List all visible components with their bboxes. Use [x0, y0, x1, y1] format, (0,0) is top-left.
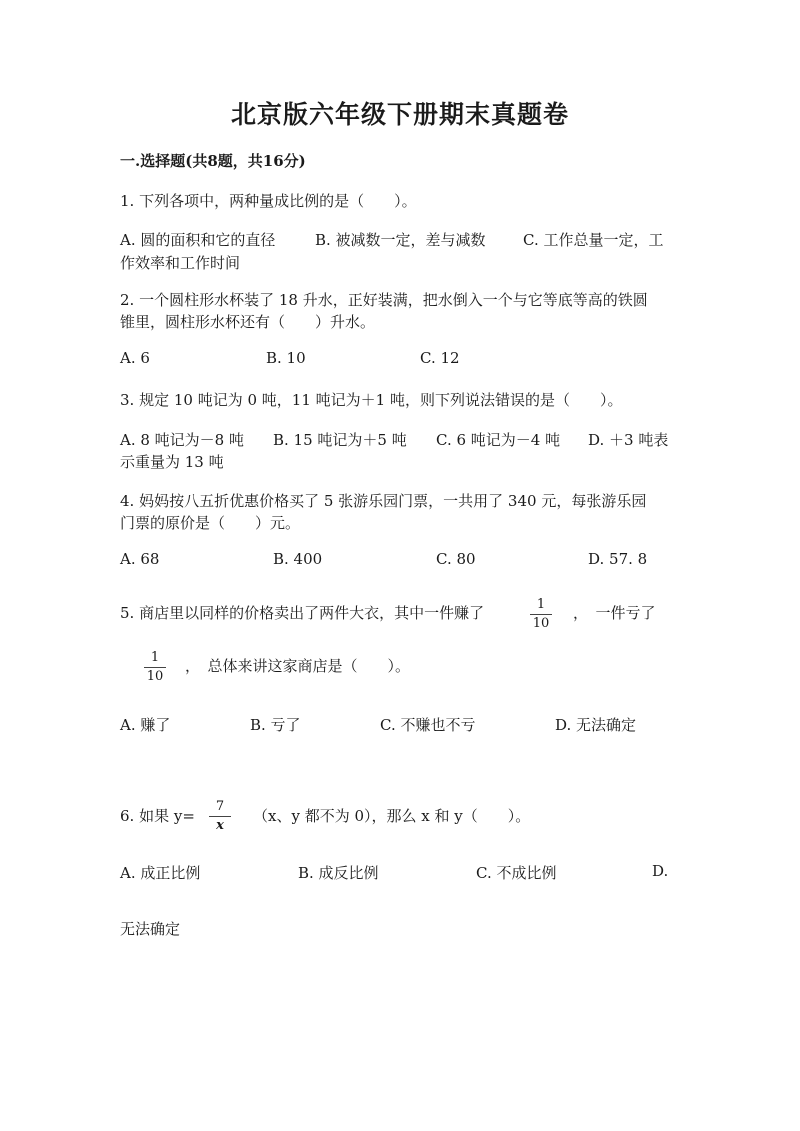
question-4-option-b: B. 400: [273, 550, 323, 568]
question-6-stem-part2: （x、y 都不为 0），那么 x 和 y（ ）。: [253, 807, 531, 825]
question-3-stem: 3. 规定 10 吨记为 0 吨，11 吨记为＋1 吨，则下列说法错误的是（ ）。: [120, 391, 623, 409]
fraction-bar: [144, 667, 166, 668]
question-5-option-d: D. 无法确定: [555, 716, 637, 734]
question-5-fraction-2: [141, 651, 169, 684]
question-6-fraction: [206, 800, 234, 833]
fraction-bar: [530, 614, 552, 615]
question-1-option-c: C. 工作总量一定，工: [523, 231, 664, 249]
question-1-stem: 1. 下列各项中，两种量成比例的是（ ）。: [120, 192, 417, 210]
question-2-option-a: A. 6: [120, 349, 150, 367]
fraction-bar: [209, 816, 231, 817]
question-6-stem-part1: 6. 如果 y=: [120, 807, 195, 825]
question-4-option-d: D. 57. 8: [588, 550, 648, 568]
fraction-denominator: 10: [146, 669, 164, 684]
question-6-option-a: A. 成正比例: [120, 864, 201, 882]
question-1-option-a: A. 圆的面积和它的直径: [120, 231, 276, 249]
question-2-stem-line1: 2. 一个圆柱形水杯装了 18 升水，正好装满，把水倒入一个与它等底等高的铁圆: [120, 291, 648, 309]
section-heading: 一.选择题(共8题，共16分): [120, 152, 306, 170]
question-6-option-d: D.: [652, 862, 669, 880]
question-5-option-a: A. 赚了: [120, 716, 171, 734]
question-5-fraction-1: [527, 598, 555, 631]
question-3-option-c: C. 6 吨记为－4 吨: [436, 431, 561, 449]
question-3-option-b: B. 15 吨记为＋5 吨: [273, 431, 407, 449]
question-5-option-b: B. 亏了: [250, 716, 301, 734]
fraction-numerator: 7: [215, 799, 225, 814]
question-2-option-c: C. 12: [420, 349, 460, 367]
question-2-option-b: B. 10: [266, 349, 306, 367]
question-1-option-wrap: 作效率和工作时间: [120, 254, 241, 272]
fraction-denominator: x: [216, 818, 224, 833]
question-3-option-d: D. ＋3 吨表: [588, 431, 669, 449]
question-5-stem-part3: ， 总体来讲这家商店是（ ）。: [185, 657, 411, 675]
question-4-stem-line2: 门票的原价是（ ）元。: [120, 514, 301, 532]
question-6-option-b: B. 成反比例: [298, 864, 379, 882]
fraction-denominator: 10: [532, 616, 550, 631]
page-title: 北京版六年级下册期末真题卷: [230, 100, 569, 129]
fraction-numerator: 1: [536, 597, 546, 612]
question-4-option-a: A. 68: [120, 550, 160, 568]
question-5-option-c: C. 不赚也不亏: [380, 716, 476, 734]
question-6-option-c: C. 不成比例: [476, 864, 557, 882]
question-3-option-wrap: 示重量为 13 吨: [120, 453, 224, 471]
question-4-option-c: C. 80: [436, 550, 476, 568]
question-5-stem-part1: 5. 商店里以同样的价格卖出了两件大衣，其中一件赚了: [120, 604, 485, 622]
question-4-stem-line1: 4. 妈妈按八五折优惠价格买了 5 张游乐园门票，一共用了 340 元，每张游乐园: [120, 492, 647, 510]
question-1-option-b: B. 被减数一定，差与减数: [315, 231, 486, 249]
question-2-stem-line2: 锥里，圆柱形水杯还有（ ）升水。: [120, 313, 376, 331]
question-3-option-a: A. 8 吨记为－8 吨: [120, 431, 244, 449]
question-6-option-wrap: 无法确定: [120, 920, 181, 938]
question-5-stem-part2: ， 一件亏了: [573, 604, 656, 622]
fraction-numerator: 1: [150, 650, 160, 665]
